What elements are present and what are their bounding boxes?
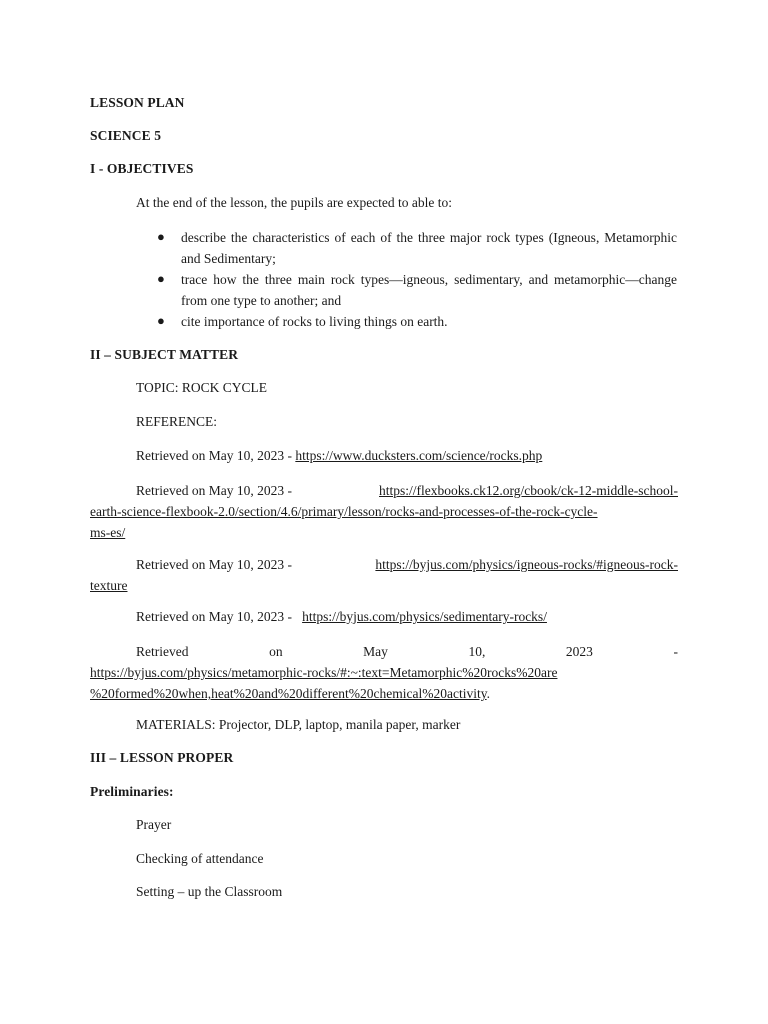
- preliminary-item: Setting – up the Classroom: [136, 884, 283, 899]
- document-subject: SCIENCE 5: [90, 128, 162, 143]
- reference-item: Retrieved on May 10, 2023 - https://byjus.com/physics/metamorphic-rocks/#:~:text=Metamorphic%20rocks%20are %20formed%20when,heat%20and%20different%20chemical%20activity.: [90, 641, 678, 704]
- bullet-icon: ●: [157, 271, 165, 286]
- objective-item: cite importance of rocks to living things on earth.: [181, 314, 448, 329]
- reference-prefix: Retrieved on May 10, 2023 -: [136, 644, 678, 659]
- reference-link[interactable]: %20formed%20when,heat%20and%20different%20chemical%20activity: [90, 686, 487, 701]
- topic-text: TOPIC: ROCK CYCLE: [136, 380, 268, 395]
- reference-link[interactable]: texture: [90, 578, 128, 593]
- reference-item: [136, 447, 542, 465]
- document-title: LESSON PLAN: [90, 95, 185, 110]
- reference-link[interactable]: https://www.ducksters.com/science/rocks.php: [295, 448, 543, 463]
- reference-item: [90, 480, 678, 543]
- preliminary-item: Prayer: [136, 817, 172, 832]
- reference-link[interactable]: earth-science-flexbook-2.0/section/4.6/primary/lesson/rocks-and-processes-of-the-rock-cycle-: [90, 504, 598, 519]
- bullet-icon: ●: [157, 229, 165, 244]
- objective-item: trace how the three main rock types—igneous, sedimentary, and metamorphic—change from one type to another; and: [181, 272, 677, 308]
- lesson-proper-heading: III – LESSON PROPER: [90, 750, 234, 765]
- reference-link[interactable]: https://byjus.com/physics/sedimentary-rocks/: [302, 609, 547, 624]
- bullet-icon: ●: [157, 313, 165, 328]
- objectives-heading: I - OBJECTIVES: [90, 161, 194, 176]
- reference-link[interactable]: https://byjus.com/physics/igneous-rocks/#igneous-rock-: [375, 557, 678, 572]
- preliminaries-label: Preliminaries:: [90, 784, 174, 799]
- reference-link[interactable]: ms-es/: [90, 525, 126, 540]
- reference-label: REFERENCE:: [136, 414, 218, 429]
- materials-text: MATERIALS: Projector, DLP, laptop, manila paper, marker: [136, 717, 461, 732]
- subject-matter-heading: II – SUBJECT MATTER: [90, 347, 239, 362]
- reference-prefix: Retrieved on May 10, 2023 -: [136, 483, 292, 498]
- reference-link[interactable]: https://byjus.com/physics/metamorphic-rocks/#:~:text=Metamorphic%20rocks%20are: [90, 665, 558, 680]
- objectives-intro: At the end of the lesson, the pupils are expected to able to:: [136, 195, 453, 210]
- reference-item: [136, 608, 547, 626]
- reference-prefix: Retrieved on May 10, 2023 -: [136, 557, 292, 572]
- reference-link[interactable]: https://flexbooks.ck12.org/cbook/ck-12-middle-school-: [379, 483, 678, 498]
- reference-item: [90, 554, 678, 596]
- reference-prefix: Retrieved on May 10, 2023 -: [136, 448, 292, 463]
- objective-item: describe the characteristics of each of the three major rock types (Igneous, Metamorphic and Sedimentary;: [181, 230, 677, 266]
- reference-prefix: Retrieved on May 10, 2023 -: [136, 609, 292, 624]
- preliminary-item: Checking of attendance: [136, 851, 264, 866]
